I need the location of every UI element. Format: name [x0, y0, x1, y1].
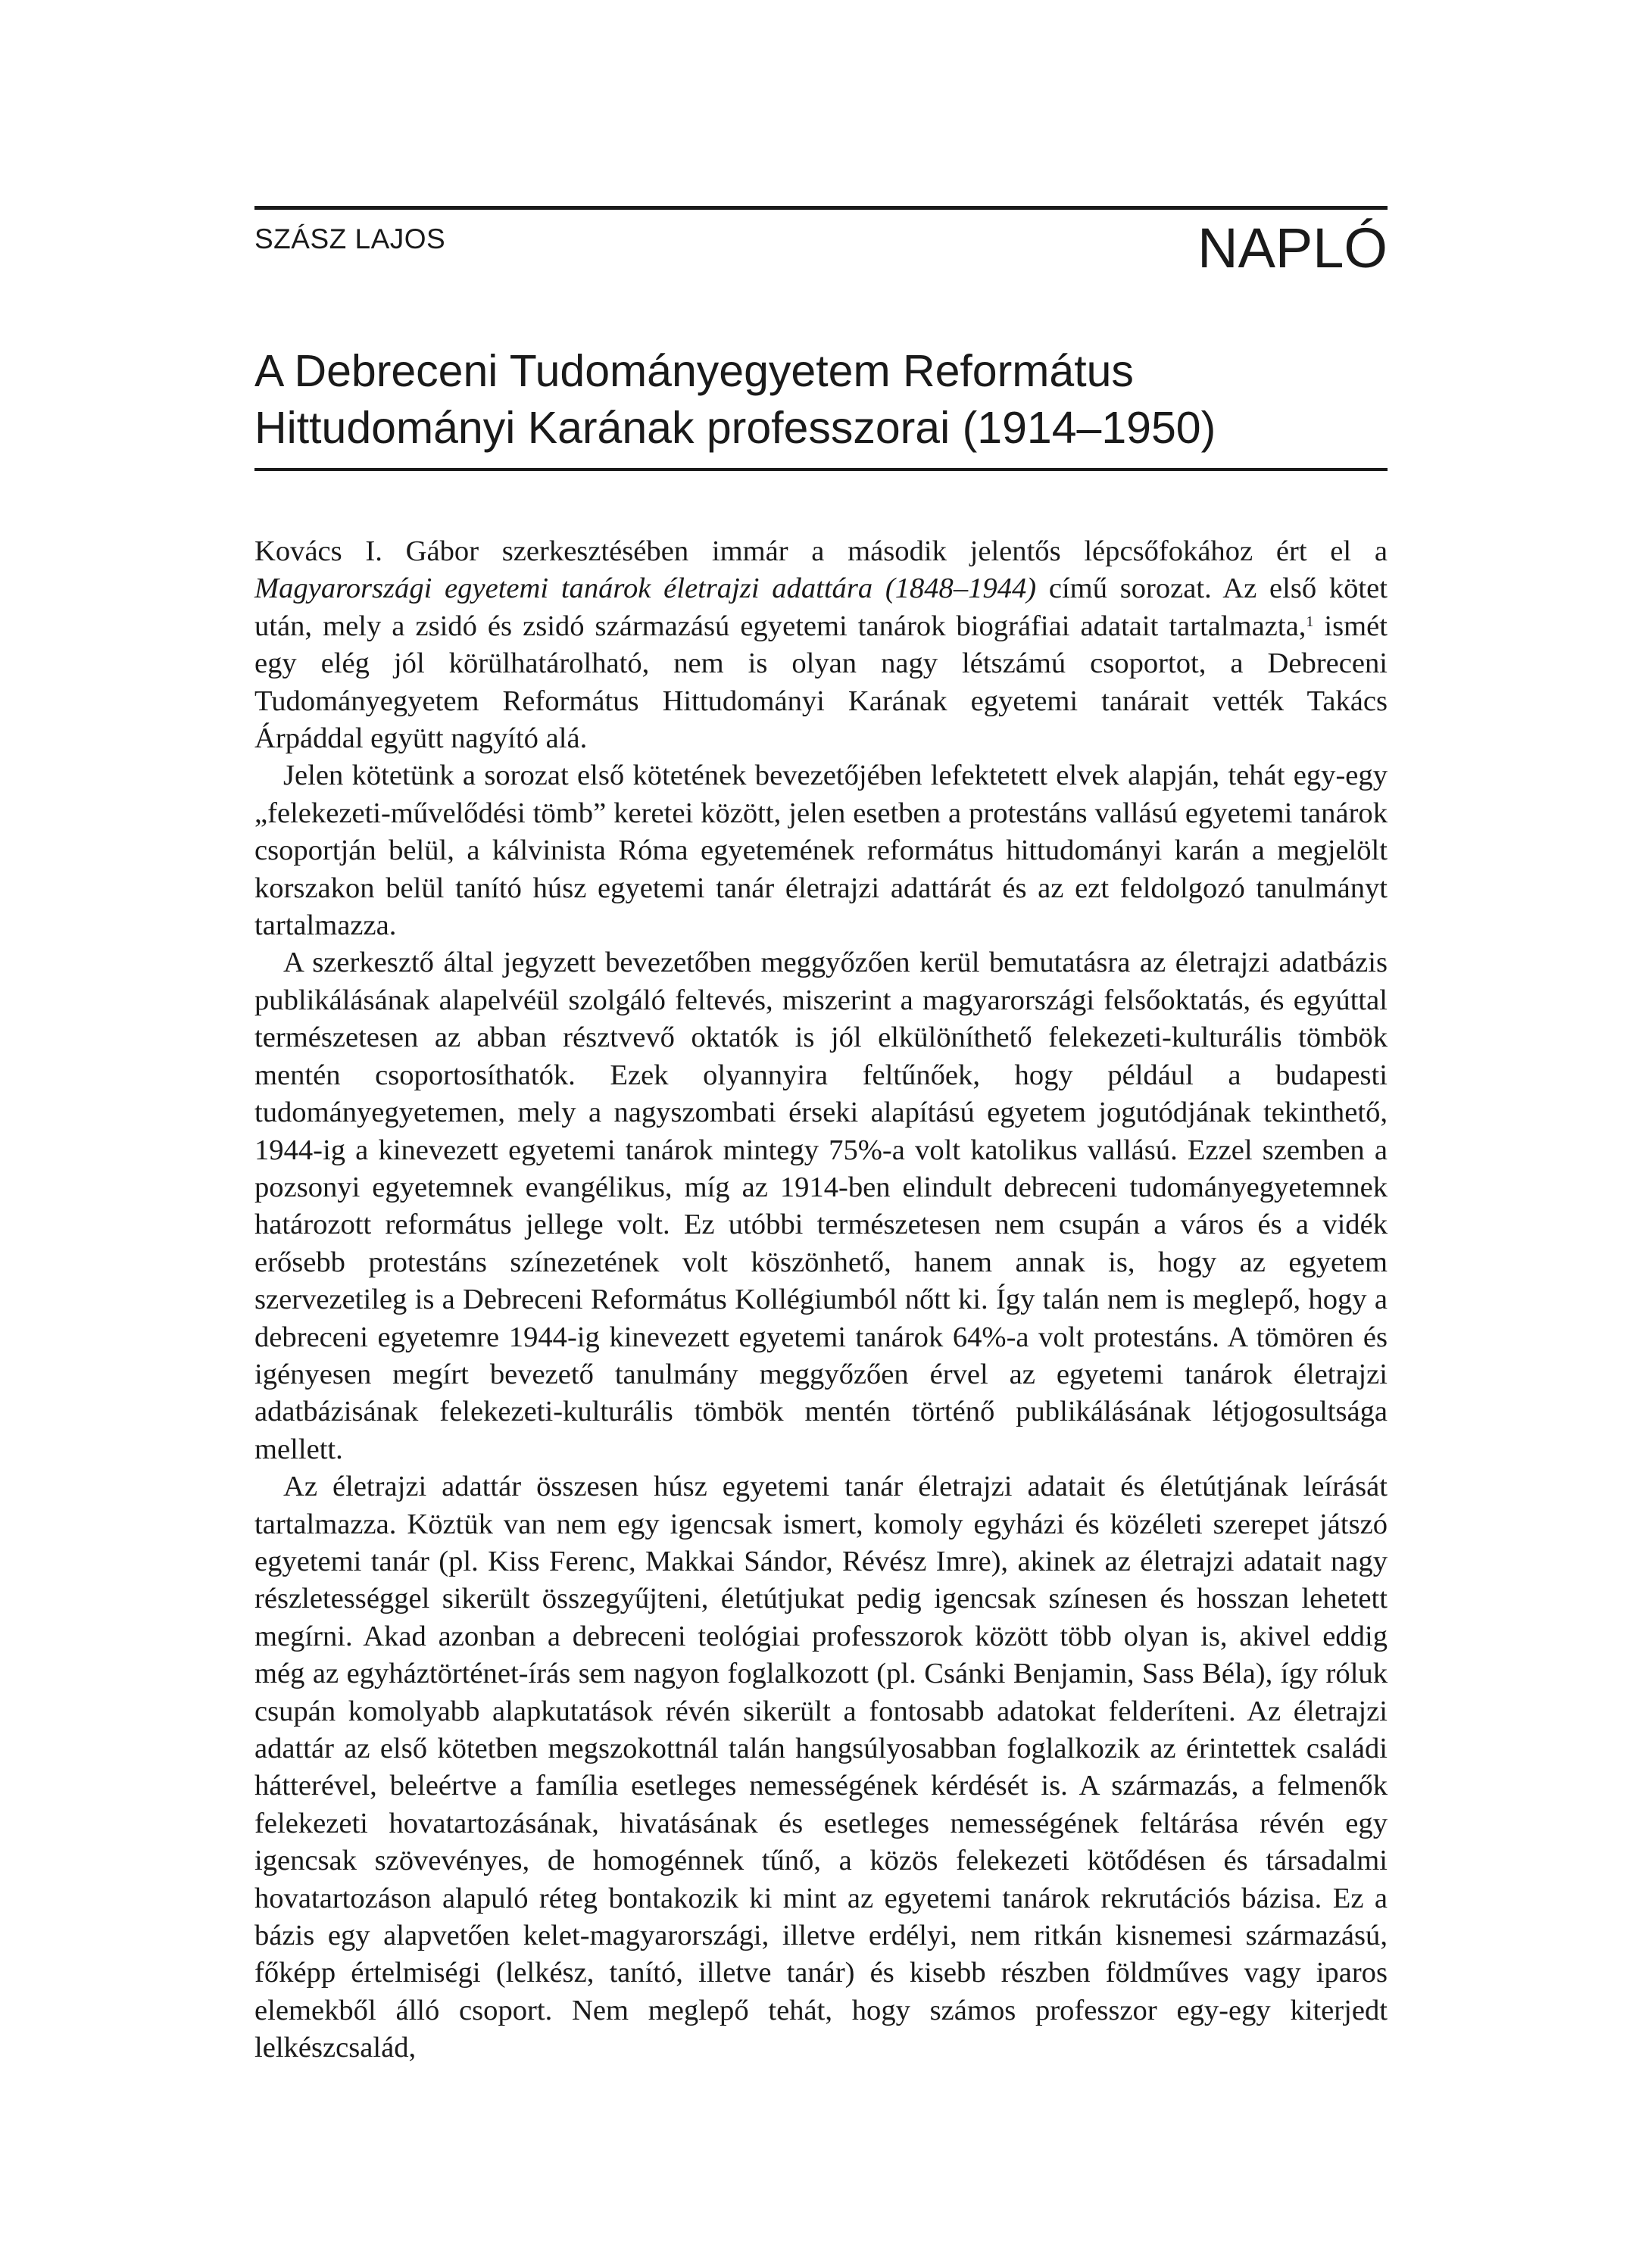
article-title-line-1: A Debreceni Tudományegyetem Református — [254, 346, 1134, 396]
paragraph-4: Az életrajzi adattár összesen húsz egyetemi tanár életrajzi adatait és életútjának leírását tartalmazza. Köztük van nem egy igencsak ismert, komoly egyházi és közéleti szerepet játszó egyetemi tanár (pl. Kiss Ferenc, Makkai Sándor, Révész Imre), akinek az életrajzi adatait nagy részletességgel sikerült összegyűjteni, életútjukat pedig igencsak színesen és hosszan lehetett megírni. Akad azonban a debreceni teológiai professzorok között több olyan is, akivel eddig még az egyháztörténet-írás sem nagyon foglalkozott (pl. Csánki Benjamin, Sass Béla), így róluk csupán komolyabb alapkutatások révén sikerült a fontosabb adatokat felderíteni. Az életrajzi adattár az első kötetben megszokottnál talán hangsúlyosabban foglalkozik az érintettek családi hátterével, beleértve a família esetleges nemességének kérdését is. A származás, a felmenők felekezeti hovatartozásának, hivatásának és esetleges nemességének feltárása révén egy igencsak szövevényes, de homogénnek tűnő, a közös felekezeti kötődésen és társadalmi hovatartozáson alapuló réteg bontakozik ki mint az egyetemi tanárok rekrutációs bázisa. Ez a bázis egy alapvetően kelet-magyarországi, illetve erdélyi, nem ritkán kisnemesi származású, főképp értelmiségi (lelkész, tanító, illetve tanár) és kisebb részben földműves vagy iparos elemekből álló csoport. Nem meglepő tehát, hogy számos professzor egy-egy kiterjedt lelkészcsalád, — [254, 1471, 1388, 2064]
paragraph-3: A szerkesztő által jegyzett bevezetőben meggyőzően kerül bemutatásra az életrajzi adatbázis publikálásának alapelvéül szolgáló feltevés, miszerint a magyarországi felsőoktatás, és egyúttal természetesen az abban résztvevő oktatók is jól elkülöníthető felekezeti-kulturális tömbök mentén csoportosíthatók. Ezek olyannyira feltűnőek, hogy például a budapesti tudományegyetemen, mely a nagyszombati érseki alapítású egyetem jogutódjának tekinthető, 1944-ig a kinevezett egyetemi tanárok mintegy 75%-a volt katolikus vallású. Ezzel szemben a pozsonyi egyetemnek evangélikus, míg az 1914-ben elindult debreceni tudományegyetemnek határozott református jellege volt. Ez utóbbi természetesen nem csupán a város és a vidék erősebb protestáns színezetének volt köszönhető, hanem annak is, hogy az egyetem szervezetileg is a Debreceni Református Kollégiumból nőtt ki. Így talán nem is meglepő, hogy a debreceni egyetemre 1944-ig kinevezett egyetemi tanárok 64%-a volt protestáns. A tömören és igényesen megírt bevezető tanulmány meggyőzően érvel az egyetemi tanárok életrajzi adatbázisának felekezeti-kulturális tömbök mentén történő publikálásának létjogosultsága mellett. — [254, 947, 1388, 1465]
footnote-marker[interactable]: 1 — [1306, 613, 1314, 630]
running-header — [254, 210, 1388, 281]
article-body — [254, 533, 1388, 2067]
paragraph-1-text-c: ismét egy elég jól körülhatárolható, nem is olyan nagy létszámú csoportot, a Debreceni Tudományegyetem Református Hittudományi Karának egyetemi tanárait vették Takács Árpáddal együtt nagyító alá. — [254, 610, 1388, 755]
article-title-line-2: Hittudományi Karának professzorai (1914–1950) — [254, 403, 1216, 453]
paragraph-1 — [254, 533, 1388, 757]
section-title: NAPLÓ — [1197, 217, 1388, 279]
paragraph-1-text-a: Kovács I. Gábor szerkesztésében immár a második jelentős lépcsőfokához ért el a — [254, 535, 1388, 567]
title-rule — [254, 468, 1388, 471]
page — [254, 206, 1388, 2067]
book-title: Magyarországi egyetemi tanárok életrajzi adattára (1848–1944) — [254, 572, 1037, 605]
paragraph-2: Jelen kötetünk a sorozat első kötetének bevezetőjében lefektetett elvek alapján, tehát egy-egy „felekezeti-művelődési tömb” keretei között, jelen esetben a protestáns vallású egyetemi tanárok csoportján belül, a kálvinista Róma egyetemének református hittudományi karán a megjelölt korszakon belül tanító húsz egyetemi tanár életrajzi adattárát és az ezt feldolgozó tanulmányt tartalmazza. — [254, 760, 1388, 942]
article-title — [254, 343, 1388, 457]
paragraph-1-text-b: című sorozat. Az első kötet után, mely a zsidó és zsidó származású egyetemi tanárok biográfiai adatait tartalmazta, — [254, 572, 1388, 642]
author-name: SZÁSZ LAJOS — [254, 223, 446, 254]
